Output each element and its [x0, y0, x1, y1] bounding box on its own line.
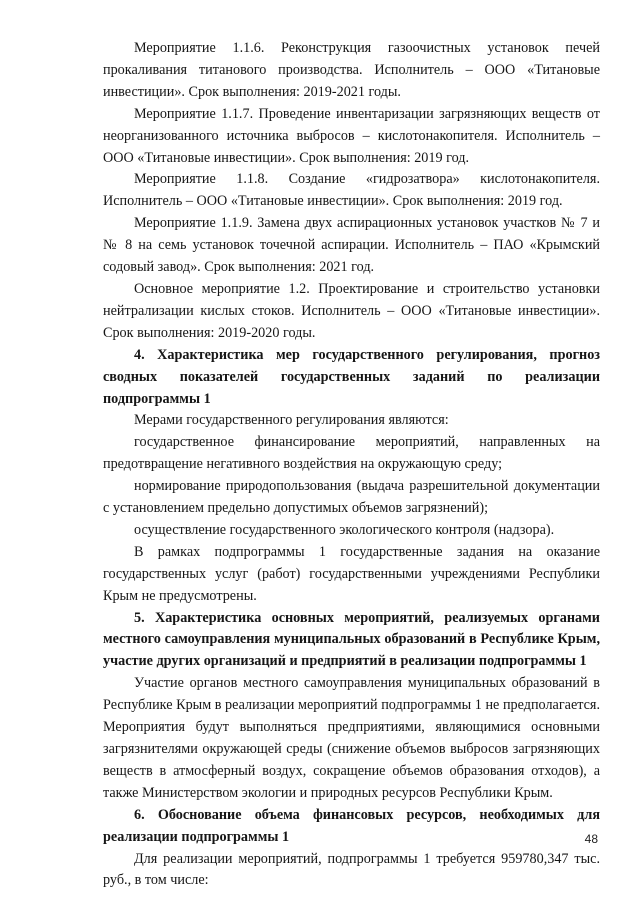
- body-paragraph: нормирование природопользования (выдача разрешительной документации с установлением предельно допустимых объемов загрязнений);: [103, 478, 600, 517]
- body-paragraph: Участие органов местного самоуправления муниципальных образований в Республике Крым в реализации мероприятий подпрограммы 1 не предполагается. Мероприятия будут выполняться предприятиями, являющимися основными загрязнителями окружающей среды (снижение объемов выбросов загрязняющих веществ в атмосферный воздух, сокращение объемов образования отходов), а также Министерством экологии и природных ресурсов Республики Крым.: [103, 675, 600, 801]
- body-paragraph: Мероприятие 1.1.7. Проведение инвентаризации загрязняющих веществ от неорганизованного источника выбросов – кислотонакопителя. Исполнитель – ООО «Титановые инвестиции». Срок выполнения: 2019 год.: [103, 105, 600, 166]
- body-paragraph: осуществление государственного экологического контроля (надзора).: [134, 521, 555, 538]
- document-body: [103, 38, 600, 892]
- body-paragraph: Основное мероприятие 1.2. Проектирование и строительство установки нейтрализации кислых стоков. Исполнитель – ООО «Титановые инвестиции». Срок выполнения: 2019-2020 годы.: [103, 280, 600, 341]
- body-paragraph: Для реализации мероприятий, подпрограммы 1 требуется 959780,347 тыс. руб., в том числе:: [103, 850, 600, 889]
- body-paragraph: Мероприятие 1.1.8. Создание «гидрозатвора» кислотонакопителя. Исполнитель – ООО «Титановые инвестиции». Срок выполнения: 2019 год.: [103, 171, 600, 210]
- section-heading: 6. Обоснование объема финансовых ресурсов, необходимых для реализации подпрограммы 1: [103, 806, 600, 845]
- body-paragraph: Мероприятие 1.1.6. Реконструкция газоочистных установок печей прокаливания титанового производства. Исполнитель – ООО «Титановые инвестиции». Срок выполнения: 2019-2021 годы.: [103, 40, 600, 100]
- section-heading: 5. Характеристика основных мероприятий, реализуемых органами местного самоуправления муниципальных образований в Республике Крым, участие других организаций и предприятий в реализации подпрограммы 1: [103, 609, 600, 670]
- body-paragraph: Мерами государственного регулирования являются:: [134, 412, 449, 429]
- body-paragraph: государственное финансирование мероприятий, направленных на предотвращение негативного воздействия на окружающую среду;: [103, 434, 600, 473]
- body-paragraph: В рамках подпрограммы 1 государственные задания на оказание государственных услуг (работ) государственными учреждениями Республики Крым не предусмотрены.: [103, 543, 600, 604]
- section-heading: 4. Характеристика мер государственного регулирования, прогноз сводных показателей государственных заданий по реализации подпрограммы 1: [103, 346, 600, 407]
- body-paragraph: Мероприятие 1.1.9. Замена двух аспирационных установок участков № 7 и № 8 на семь установок точечной аспирации. Исполнитель – ПАО «Крымский содовый завод». Срок выполнения: 2021 год.: [103, 215, 600, 276]
- page-number: 48: [584, 832, 598, 846]
